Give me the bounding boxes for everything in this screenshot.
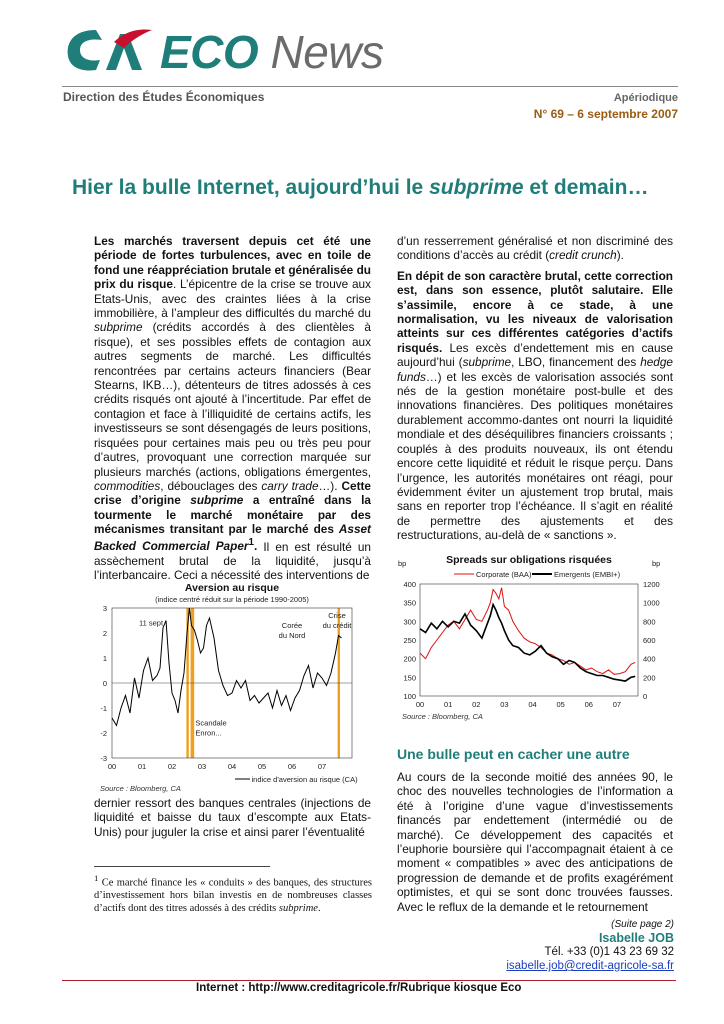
periodicity: Apériodique [613,92,678,104]
x-tick-label: 05 [257,762,267,771]
x-tick-label: 01 [443,700,453,709]
headline: Hier la bulle Internet, aujourd’hui le subprime et demain… [72,176,649,199]
chart-source: Source : Bloomberg, CA [402,712,483,721]
y-tick-label-left: 400 [403,580,416,589]
y-tick-label: 0 [102,679,107,688]
paragraph-credit-crunch: d’un resserrement généralisé et non discriminé des conditions d’accès au crédit (credit crunch). [397,234,673,263]
series-line-emergents [420,605,635,682]
x-tick-label: 02 [167,762,177,771]
paragraph-intro: Les marchés traversent depuis cet été une période de fortes turbulences, avec en toile de fond une réappréciation brutale et généralisée du prix du risque. L’épicentre de la crise se trouve aux Etats-Unis, avec des craintes liées à la crise immobilière, à l’ampleur des difficultés du marché du subprime (crédits accordés à des clientèles à risque), et ses possibles effets de contagion aux autres segments de marché. Les difficultés rencontrées par certains acteurs financiers (Bear Stearns, IKB…), détenteurs de titres adossés à ces crédits risqués ont ajouté à l’incertitude. Par effet de contagion et face à l’illiquidité de certains actifs, les investisseurs se sont désengagés de leurs positions, risquées pour certaines mais peu ou très peu pour d’autres, provoquant une correction marquée sur plusieurs marchés (actions, obligations émergentes, commodities, débouclages des carry trade…). Cette crise d’origine subprime a entraîné dans la tourmente le marché monétaire par des mécanismes transitant par le marché des Asset Backed Commercial Paper$^1$. Il en est résulté un assèchement brutal de la liquidité, jusqu’à l’interbancaire. Ceci a nécessité des interventions de [94,234,371,583]
y-tick-label: 3 [102,604,107,613]
x-tick-label: 04 [227,762,237,771]
annotation-enron-line2: Enron... [195,728,222,738]
author-email-link[interactable]: isabelle.job@credit-agricole-sa.fr [506,960,674,972]
y-tick-label-right: 400 [643,654,656,664]
y-tick-label-right: 1000 [643,598,660,608]
department: Direction des Études Économiques [63,90,265,104]
unit-right: bp [652,559,661,568]
issue-number: N° 69 – 6 septembre 2007 [533,107,678,121]
chart-source: Source : Bloomberg, CA [100,784,181,793]
legend-label-corporate: Corporate (BAA) [476,570,532,579]
header-rule [62,86,678,87]
risk-aversion-chart [90,580,374,794]
x-tick-label: 00 [415,700,425,709]
x-tick-label: 07 [317,762,327,771]
column-left [94,234,371,589]
x-tick-label: 00 [107,762,117,771]
y-tick-label: 1 [102,654,107,663]
x-tick-label: 06 [584,700,593,709]
y-tick-label: -2 [100,729,107,738]
y-tick-label-right: 800 [643,617,656,627]
plot-frame [420,584,638,696]
legend-label-emergents: Emergents (EMBI+) [554,570,621,579]
paragraph-correction: En dépit de son caractère brutal, cette correction est, dans son essence, plutôt salutaire. Elle s’assimile, encore à ce stade, à une normalisation, vu les niveaux de valorisation atteints sur ces différentes catégories d’actifs risqués. Les excès d’endettement mis en cause aujourd’hui (subprime, LBO, financement des hedge funds…) et les excès de valorisation associés sont nés de la gestion monétaire post-bulle et des innovations financières. Des politiques monétaires durablement accommo-dantes ont nourri la liquidité mondiale et des déséquilibres financiers croissants ; couplés à des produits nouveaux, ils ont étendu encore cette liquidité et réduit le risque perçu. Dans l’urgence, les autorités monétaires ont réagi, pour évidemment éviter un ajustement trop brutal, mais sans en reporter trop l’échéance. Il s’agit en réalité de permettre des ajustements et des restructurations, au-delà de « sanctions ». [397,268,673,543]
author-phone: Tél. +33 (0)1 43 23 69 32 [544,946,674,958]
y-tick-label-left: 250 [403,636,416,645]
footnote-rule [94,866,270,867]
brand-title [160,26,384,78]
annotation-north-korea-line1: Corée [281,621,303,630]
chart-title: Aversion au risque [184,582,280,594]
y-tick-label-left: 200 [403,654,416,664]
author-name: Isabelle JOB [598,931,674,945]
y-tick-label-left: 300 [403,617,416,627]
y-tick-label-right: 0 [643,692,648,701]
continued-note: (Suite page 2) [611,919,674,930]
x-tick-label: 01 [137,762,147,771]
y-tick-label-left: 100 [403,692,416,701]
section-heading: Une bulle peut en cacher une autre [397,746,630,762]
y-tick-label-left: 150 [403,673,416,683]
annotation-credit-crisis-line2: du crédit [322,621,352,630]
column-left-continued: dernier ressort des banques centrales (injections de liquidité et baisse du taux d’escompte aux Etats-Unis) pour juguler la crise et ainsi parer l’éventualité [94,796,371,839]
x-tick-label: 03 [500,700,509,709]
chart-subtitle: (indice centré réduit sur la période 1990-2005) [155,595,309,604]
brand-news: News [270,26,384,78]
y-tick-label-right: 600 [643,636,656,645]
y-tick-label-left: 350 [403,598,416,608]
y-tick-label: -3 [100,754,107,763]
series-line-corporate [420,588,635,675]
x-tick-label: 04 [528,700,537,709]
brand-eco: ECO [160,26,259,78]
column-right-continued: Au cours de la seconde moitié des années 90, le choc des nouvelles technologies de l’information a été à l’origine d’une vague d’investissements financés par endettement (intermédié ou de marché). Ce développement des capacités et l’euphorie boursière qui l’accompagnait étaient à ce moment « compatibles » avec des anticipations de progression de demande et de profits exagérément optimistes, et qui se sont donc trouvées fausses. Avec le reflux de la demande et le retournement [397,770,673,914]
x-tick-label: 05 [556,700,565,709]
x-tick-label: 03 [197,762,207,771]
legend-label: indice d'aversion au risque (CA) [251,775,358,784]
y-tick-label-right: 200 [643,673,656,683]
column-right [397,234,673,549]
y-tick-label-right: 1200 [643,580,660,589]
footer-internet[interactable]: Internet : http://www.creditagricole.fr/Rubrique kiosque Eco [196,982,522,994]
footer-rule [62,980,676,981]
x-tick-label: 06 [287,762,297,771]
spreads-chart [396,550,678,730]
y-tick-label: 2 [102,629,107,638]
x-tick-label: 07 [612,700,622,709]
y-tick-label: -1 [100,704,107,713]
chart-title: Spreads sur obligations risquées [446,554,612,566]
annotation-north-korea-line2: du Nord [278,631,306,640]
annotation-credit-crisis-line1: Crise [328,611,346,620]
unit-left: bp [398,559,407,568]
x-tick-label: 02 [472,700,481,709]
annotation-sept-11: 11 sept. [139,618,166,628]
footnote: $^1$ Ce marché finance les « conduits » des banques, des structures d’investissement hors bilan investis en de nombreuses classes d’actifs dont des titres adossés à des crédits subprime. [94,873,372,914]
credit-agricole-logo [62,22,154,78]
annotation-enron-line1: Scandale [195,718,227,728]
